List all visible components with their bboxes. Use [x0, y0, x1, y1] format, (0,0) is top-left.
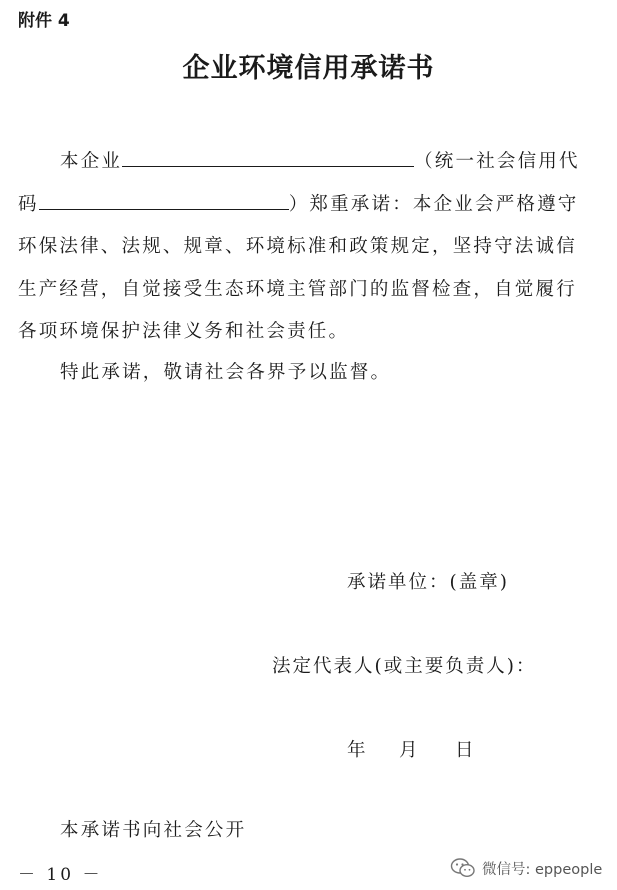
document-title: 企业环境信用承诺书 — [182, 53, 435, 84]
enterprise-name-blank[interactable] — [122, 150, 414, 167]
body-line-4: 生产经营，自觉接受生态环境主管部门的监督检查，自觉履行 — [18, 279, 577, 300]
body-line-6: 特此承诺，敬请社会各界予以监督。 — [60, 362, 392, 383]
body-line-2 — [18, 193, 579, 216]
date-month: 月 — [399, 740, 420, 761]
page-number: － 10 － — [18, 865, 103, 885]
credit-code-prefix: （统一社会信用代 — [414, 151, 580, 172]
enterprise-prefix: 本企业 — [60, 151, 123, 172]
body-line-5: 各项环境保护法律义务和社会责任。 — [18, 321, 350, 342]
wechat-watermark — [450, 857, 602, 879]
body-line-3: 环保法律、法规、规章、环境标准和政策规定，坚持守法诚信 — [18, 236, 577, 257]
unit-seal-label: 承诺单位：(盖章) — [347, 572, 509, 593]
representative-label: 法定代表人(或主要负责人)： — [272, 656, 537, 677]
body-line-1 — [60, 150, 580, 173]
annex-label: 附件 4 — [18, 11, 70, 31]
public-notice: 本承诺书向社会公开 — [60, 820, 247, 841]
watermark-text: 微信号: eppeople — [482, 861, 603, 878]
date-year: 年 — [347, 740, 368, 761]
code-char: 码 — [18, 194, 39, 215]
date-day: 日 — [455, 740, 476, 761]
wechat-icon — [450, 857, 476, 879]
credit-code-blank[interactable] — [39, 193, 289, 210]
commitment-intro: ）郑重承诺：本企业会严格遵守 — [288, 194, 579, 215]
